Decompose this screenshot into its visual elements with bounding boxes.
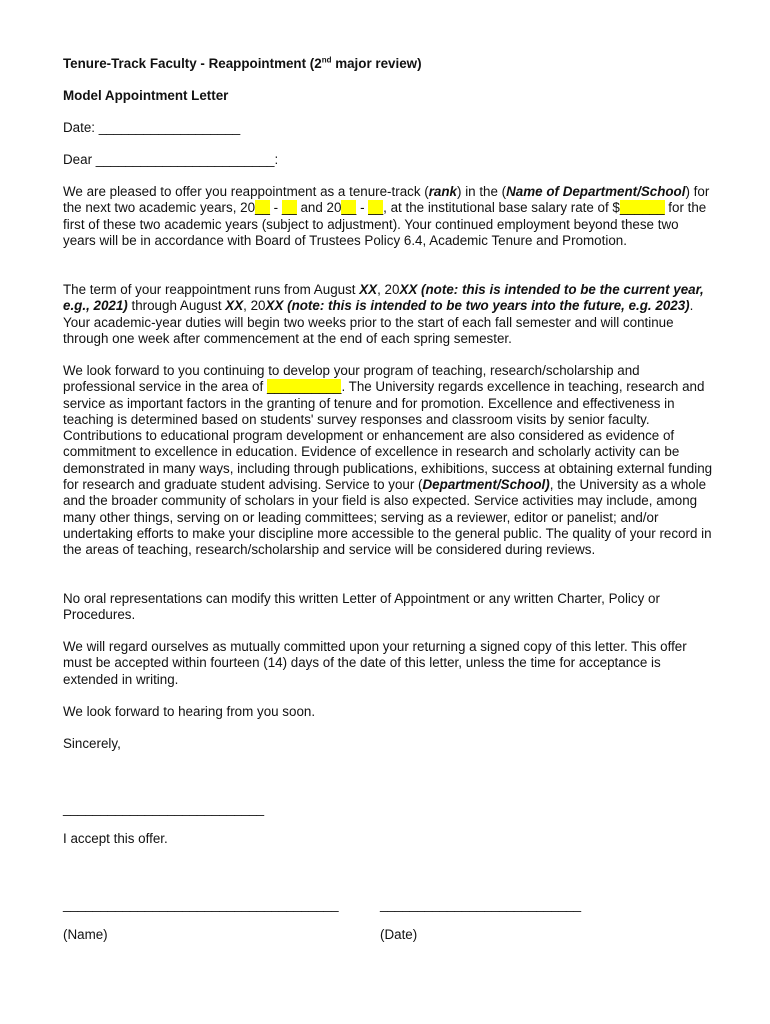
name-signature-line: _____________________________________ xyxy=(63,897,339,912)
paragraph-closing: We look forward to hearing from you soon. xyxy=(63,704,316,719)
letter-subtitle: Model Appointment Letter xyxy=(63,88,229,103)
signature-line: ___________________________ xyxy=(63,801,265,816)
paragraph-term: The term of your reappointment runs from August XX, 20XX (note: this is intended to be the current year, e.g., 2021) through August XX, 20XX (note: this is intended to be two years into the future, e.g. 2023). Your academic-year duties will begin two weeks prior to the start of each fall semester and will continue through one week after commencement at the end of each spring semester. xyxy=(63,282,704,346)
name-label: (Name) xyxy=(63,927,108,942)
date-label: (Date) xyxy=(380,927,418,942)
paragraph-expectations: We look forward to you continuing to develop your program of teaching, research/scholarship and professional service in the area of __________. The University regards excellence in teaching, research and service as important factors in the granting of tenure and for promotion. Excellence and effectiveness in teaching is determined based on students' survey responses and classroom visits by senior faculty. Contributions to educational program development or enhancement are also considered as evidence of commitment to excellence in education. Evidence of excellence in research and scholarly activity can be demonstrated in many ways, including through publications, exhibitions, success at obtaining external funding for research and graduate student advising. Service to your (Department/School), the University as a whole and the broader community of scholars in your field is also expected. Service activities may include, among many other things, serving on or leading committees; serving as a reviewer, editor or panelist; and/or undertaking efforts to make your discipline more accessible to the general public. The quality of your record in the areas of teaching, research/scholarship and service will be considered during reviews. xyxy=(63,363,713,558)
accept-offer-text: I accept this offer. xyxy=(63,831,168,846)
date-signature-line: ___________________________ xyxy=(380,897,582,912)
paragraph-offer: We are pleased to offer you reappointment as a tenure-track (rank) in the (Name of Department/School) for the next two academic years, 20__ - __ and 20__ - __, at the institutional base salary rate of $______ for the first of these two academic years (subject to adjustment). Your continued employment beyond these two years will be in accordance with Board of Trustees Policy 6.4, Academic Tenure and Promotion. xyxy=(63,184,710,248)
paragraph-commitment: We will regard ourselves as mutually committed upon your returning a signed copy of this letter. This offer must be accepted within fourteen (14) days of the date of this letter, unless the time for acceptance is extended in writing. xyxy=(63,639,687,687)
letter-title: Tenure-Track Faculty - Reappointment (2nd major review) xyxy=(63,55,422,71)
date-line: Date: ___________________ xyxy=(63,120,241,135)
paragraph-oral-representations: No oral representations can modify this written Letter of Appointment or any written Charter, Policy or Procedures. xyxy=(63,591,660,623)
salutation-line: Dear ________________________: xyxy=(63,152,279,167)
sincerely: Sincerely, xyxy=(63,736,121,751)
